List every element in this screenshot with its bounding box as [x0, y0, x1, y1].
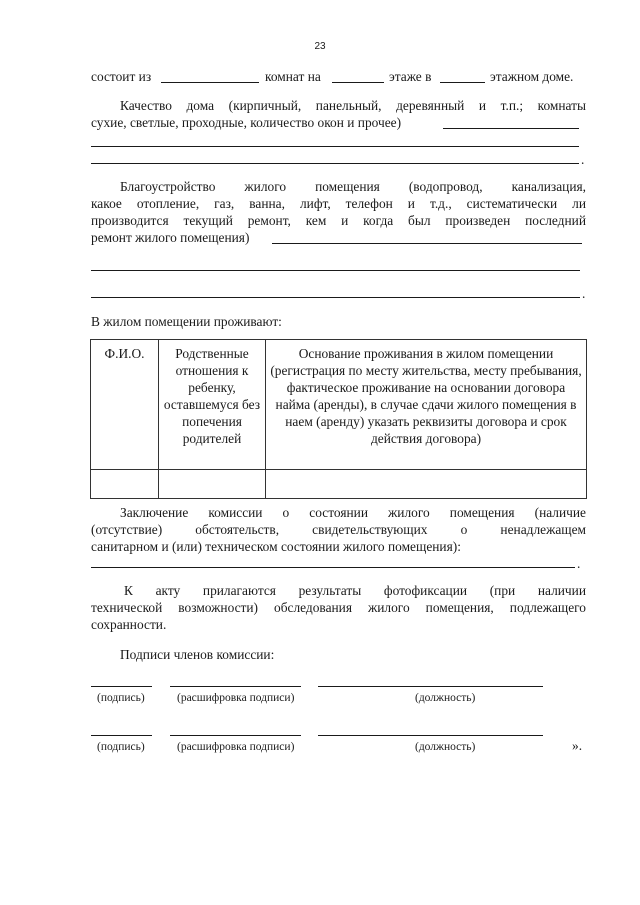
- position-line: [318, 686, 543, 687]
- amenities-blank-1: [272, 243, 582, 244]
- table-cell[interactable]: [159, 470, 266, 499]
- signature-line: [91, 686, 152, 687]
- header-relationship: Родственные отношения к ребенку, оставшемуся без попечения родителей: [159, 340, 266, 470]
- storeys-blank: [440, 82, 485, 83]
- room-line-part-2: комнат на: [265, 69, 321, 84]
- conclusion-blank: [91, 567, 575, 568]
- page-number: 23: [314, 41, 326, 52]
- position-line: [318, 735, 543, 736]
- amenities-blank-2: [91, 270, 580, 271]
- quality-line-1: Качество дома (кирпичный, панельный, деревянный и т.п.; комнаты: [120, 98, 586, 113]
- position-caption: (должность): [415, 741, 476, 753]
- conclusion-line-2: (отсутствие) обстоятельств, свидетельствующих о ненадлежащем: [91, 522, 586, 537]
- header-residence-basis: Основание проживания в жилом помещении (регистрация по месту жительства, месту пребывания, фактическое проживание на основании договора найма (аренды), в случае сдачи жилого помещения в наем (аренду) указать реквизиты договора и срок действия договора): [266, 340, 587, 470]
- header-fio: Ф.И.О.: [91, 340, 159, 470]
- conclusion-line-1: Заключение комиссии о состоянии жилого помещения (наличие: [120, 505, 586, 520]
- amenities-line-3: производится текущий ремонт, кем и когда был произведен последний: [91, 213, 586, 228]
- table-cell[interactable]: [91, 470, 159, 499]
- decoding-caption: (расшифровка подписи): [177, 692, 295, 704]
- amenities-end-mark: .: [582, 286, 586, 301]
- signature-caption: (подпись): [97, 741, 145, 753]
- position-caption: (должность): [415, 692, 476, 704]
- photo-line-1: К акту прилагаются результаты фотофиксации (при наличии: [124, 583, 586, 598]
- photo-line-2: технической возможности) обследования жилого помещения, подлежащего: [91, 600, 586, 615]
- decoding-line: [170, 735, 301, 736]
- residents-table: [90, 339, 587, 499]
- table-row: [91, 470, 587, 499]
- residents-heading: В жилом помещении проживают:: [91, 314, 282, 329]
- quality-blank-2: [91, 146, 579, 147]
- decoding-caption: (расшифровка подписи): [177, 741, 295, 753]
- signatures-heading: Подписи членов комиссии:: [120, 647, 275, 662]
- table-cell[interactable]: [266, 470, 587, 499]
- quality-line-2: сухие, светлые, проходные, количество окон и прочее): [91, 115, 402, 130]
- floor-blank: [332, 82, 384, 83]
- closing-quote-mark: ».: [572, 738, 583, 753]
- photo-line-3: сохранности.: [91, 617, 167, 632]
- amenities-blank-3: [91, 297, 580, 298]
- quality-end-mark: .: [581, 152, 585, 167]
- amenities-line-4: ремонт жилого помещения): [91, 230, 250, 245]
- amenities-line-2: какое отопление, газ, ванна, лифт, телефон и т.д., систематически ли: [91, 196, 586, 211]
- signature-line: [91, 735, 152, 736]
- table-header-row: [91, 340, 587, 470]
- room-line-part-4: этажном доме.: [490, 69, 574, 84]
- room-count-blank: [161, 82, 259, 83]
- amenities-line-1: Благоустройство жилого помещения (водопровод, канализация,: [120, 179, 586, 194]
- room-line-part-1: состоит из: [91, 69, 152, 84]
- conclusion-line-3: санитарном и (или) техническом состоянии жилого помещения):: [91, 539, 461, 554]
- decoding-line: [170, 686, 301, 687]
- conclusion-end-mark: .: [577, 556, 581, 571]
- signature-caption: (подпись): [97, 692, 145, 704]
- room-line-part-3: этаже в: [389, 69, 432, 84]
- quality-blank-3: [91, 163, 579, 164]
- quality-blank-1: [443, 128, 579, 129]
